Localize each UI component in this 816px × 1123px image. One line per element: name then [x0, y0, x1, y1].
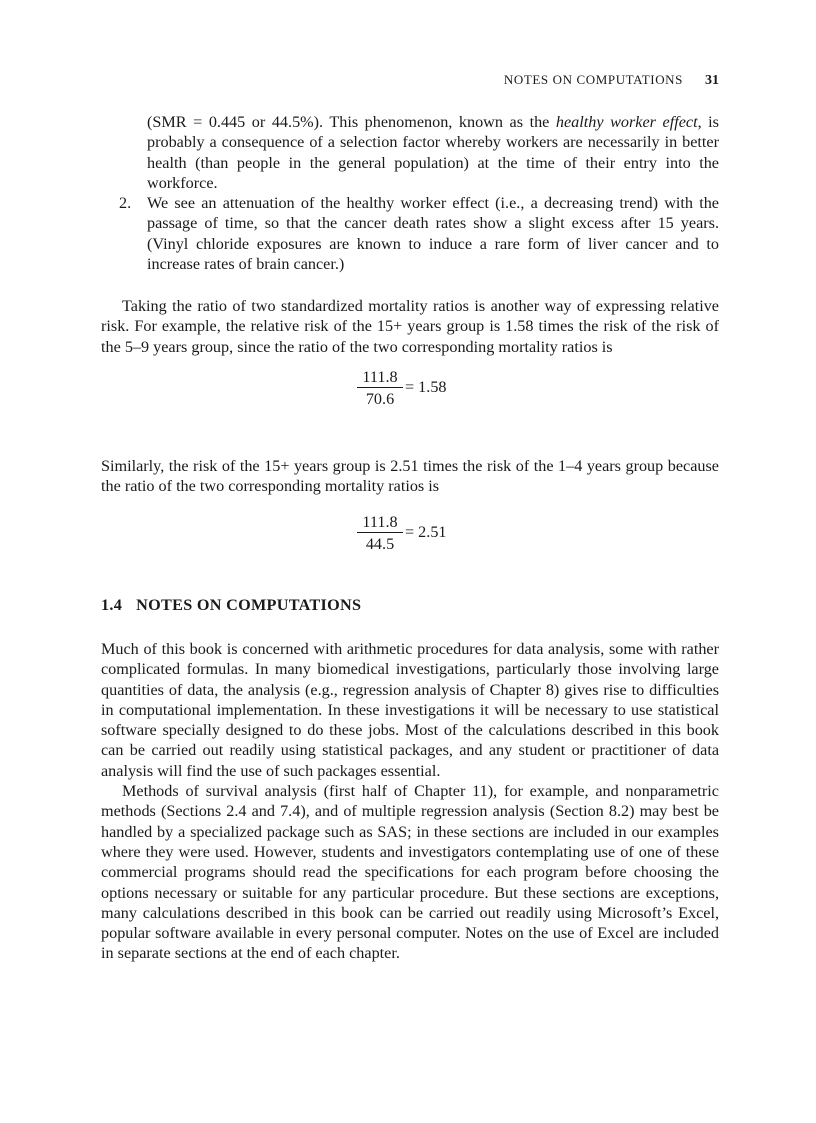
numbered-list [101, 112, 719, 274]
healthy-worker-effect-term: healthy worker effect [555, 113, 698, 131]
similarly-paragraph: Similarly, the risk of the 15+ years group is 2.51 times the risk of the 1–4 years group because the ratio of the two corresponding mortality ratios is [101, 457, 719, 496]
equation-fraction [357, 513, 403, 553]
equation-denominator: 44.5 [365, 535, 395, 553]
list-item-continuation [147, 112, 719, 193]
section-title: NOTES ON COMPUTATIONS [136, 596, 362, 614]
equation-numerator: 111.8 [362, 513, 398, 531]
section-paragraph: Methods of survival analysis (first half of Chapter 11), for example, and nonparametric methods (Sections 2.4 and 7.4), and of multiple regression analysis (Section 8.2) may best be handled by a specialized package such as SAS; in these sections are included in our examples where they were used. However, students and investigators contemplating use of one of these commercial programs should read the specifications for each program before choosing the options necessary or suitable for any particular procedure. But these sections are exceptions, many calculations described in this book can be carried out readily using Microsoft’s Excel, popular software available in every personal computer. Notes on the use of Excel are included in separate sections at the end of each chapter. [101, 782, 719, 963]
relative-risk-paragraph: Taking the ratio of two standardized mortality ratios is another way of expressing relative risk. For example, the relative risk of the 15+ years group is 1.58 times the risk of the risk of the 5–9 years group, since the ratio of the two corresponding mortality ratios is [101, 297, 719, 356]
fraction-bar [357, 387, 403, 388]
list-item-text: We see an attenuation of the healthy worker effect (i.e., a decreasing trend) with the passage of time, so that the cancer death rates show a slight excess after 15 years. (Vinyl chloride exposures are known to induce a rare form of liver cancer and to increase rates of brain cancer.) [147, 194, 719, 274]
section-heading [101, 596, 361, 615]
list-item [119, 193, 719, 274]
section-paragraph: Much of this book is concerned with arithmetic procedures for data analysis, some with rather complicated formulas. In many biomedical investigations, particularly those involving large quantities of data, the analysis (e.g., regression analysis of Chapter 8) gives rise to difficulties in computational implementation. In these investigations it will be necessary to use statistical software specially designed to do these jobs. Most of the calculations described in this book can be carried out readily using statistical packages, and any student or practitioner of data analysis will find the use of such packages essential. [101, 640, 719, 780]
list-item-number: 2. [119, 194, 132, 213]
page-number: 31 [705, 73, 719, 88]
continuation-text-before: (SMR = 0.445 or 44.5%). This phenomenon, known as the [147, 113, 556, 131]
equation-result: = 1.58 [405, 378, 447, 396]
equation-ratio-2 [357, 513, 517, 557]
equation-result: = 2.51 [405, 523, 447, 541]
equation-ratio-1 [357, 368, 517, 412]
equation-fraction [357, 368, 403, 408]
section-number: 1.4 [101, 596, 123, 614]
section-body [101, 639, 719, 964]
equation-numerator: 111.8 [362, 368, 398, 386]
running-head [504, 72, 719, 89]
fraction-bar [357, 532, 403, 533]
continuation-text-after: , is probably a consequence of a selection factor whereby workers are necessarily in better health (than people in the general population) at the time of their entry into the workforce. [147, 113, 719, 192]
running-title: NOTES ON COMPUTATIONS [503, 72, 683, 87]
equation-denominator: 70.6 [365, 390, 395, 408]
